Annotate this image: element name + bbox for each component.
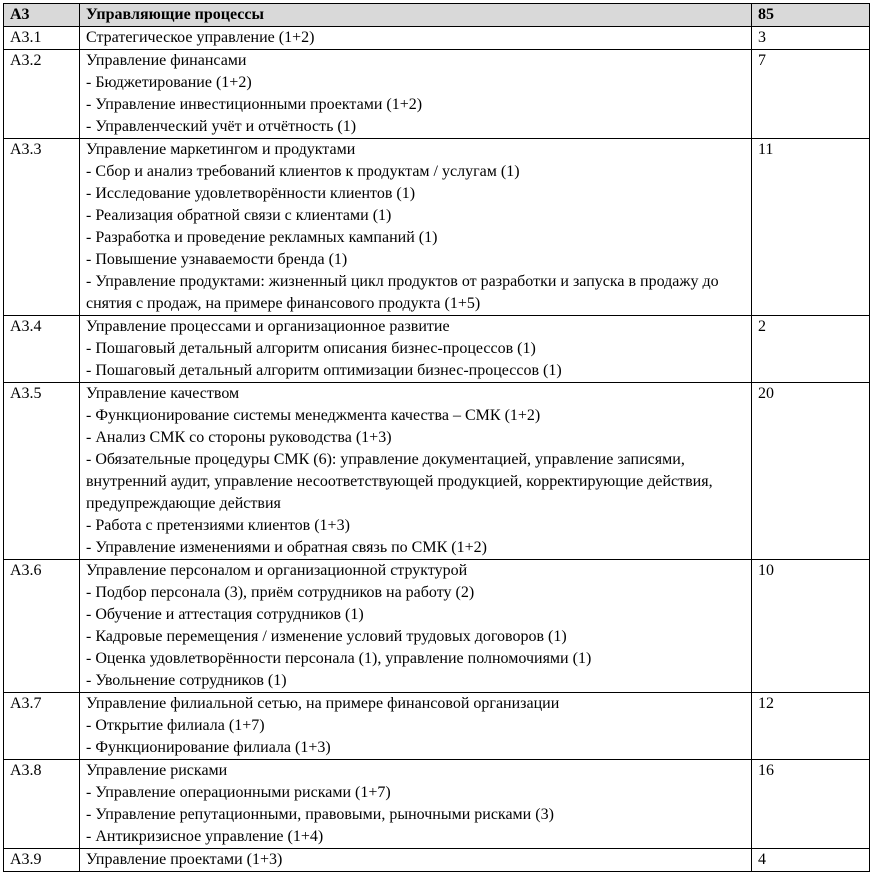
row-code: А3.2: [4, 50, 80, 139]
row-description: [80, 693, 752, 760]
process-table-body: [4, 4, 870, 872]
row-description: [80, 849, 752, 872]
process-subitem: - Управленческий учёт и отчётность (1): [86, 118, 357, 135]
row-code: А3.5: [4, 383, 80, 560]
header-count: 85: [752, 4, 870, 27]
process-title: Управление рисками: [86, 762, 228, 779]
row-code: А3.8: [4, 760, 80, 849]
row-description: [80, 139, 752, 316]
table-row: [4, 849, 870, 872]
process-subitem: - Кадровые перемещения / изменение условий трудовых договоров (1): [86, 628, 567, 645]
row-code: А3.7: [4, 693, 80, 760]
process-subitem: - Подбор персонала (3), приём сотрудников на работу (2): [86, 584, 475, 601]
row-description: [80, 383, 752, 560]
row-count: 7: [752, 50, 870, 139]
process-subitem: - Оценка удовлетворённости персонала (1), управление полномочиями (1): [86, 650, 592, 667]
row-count: 2: [752, 316, 870, 383]
process-subitem: - Увольнение сотрудников (1): [86, 672, 287, 689]
process-title: Управление маркетингом и продуктами: [86, 141, 356, 158]
process-subitem: - Разработка и проведение рекламных кампаний (1): [86, 229, 438, 246]
row-code: А3.9: [4, 849, 80, 872]
process-subitem: - Работа с претензиями клиентов (1+3): [86, 517, 350, 534]
table-row: [4, 139, 870, 316]
row-count: 16: [752, 760, 870, 849]
header-code: А3: [4, 4, 80, 27]
row-count: 10: [752, 560, 870, 693]
process-subitem: - Реализация обратной связи с клиентами (1): [86, 207, 392, 224]
row-count: 11: [752, 139, 870, 316]
header-title: Управляющие процессы: [80, 4, 752, 27]
process-subitem: - Управление операционными рисками (1+7): [86, 784, 391, 801]
process-title: Управление персоналом и организационной структурой: [86, 562, 468, 579]
process-title: Управление проектами (1+3): [86, 851, 283, 868]
process-title: Управление филиальной сетью, на примере финансовой организации: [86, 695, 560, 712]
row-count: 12: [752, 693, 870, 760]
process-subitem: - Обязательные процедуры СМК (6): управление документацией, управление записями, внутренний аудит, управление несоответствующей продукцией, корректирующие действия, предупреждающие действия: [86, 451, 713, 512]
process-subitem: - Анализ СМК со стороны руководства (1+3): [86, 429, 392, 446]
row-description: [80, 760, 752, 849]
row-count: 3: [752, 27, 870, 50]
table-row: [4, 50, 870, 139]
process-subitem: - Антикризисное управление (1+4): [86, 828, 324, 845]
process-subitem: - Обучение и аттестация сотрудников (1): [86, 606, 364, 623]
row-code: А3.4: [4, 316, 80, 383]
table-row: [4, 316, 870, 383]
row-description: [80, 316, 752, 383]
process-subitem: - Исследование удовлетворённости клиентов (1): [86, 185, 416, 202]
row-description: [80, 27, 752, 50]
row-description: [80, 560, 752, 693]
process-subitem: - Управление продуктами: жизненный цикл продуктов от разработки и запуска в продажу до снятия с продаж, на примере финансового продукта (1+5): [86, 273, 719, 312]
process-table: [3, 3, 870, 872]
process-subitem: - Повышение узнаваемости бренда (1): [86, 251, 348, 268]
row-code: А3.3: [4, 139, 80, 316]
process-title: Управление процессами и организационное развитие: [86, 318, 450, 335]
process-subitem: - Пошаговый детальный алгоритм оптимизации бизнес-процессов (1): [86, 362, 562, 379]
row-code: А3.6: [4, 560, 80, 693]
table-row: [4, 383, 870, 560]
process-subitem: - Пошаговый детальный алгоритм описания бизнес-процессов (1): [86, 340, 536, 357]
process-subitem: - Управление репутационными, правовыми, рыночными рисками (3): [86, 806, 554, 823]
table-row: [4, 27, 870, 50]
row-code: А3.1: [4, 27, 80, 50]
table-header-row: [4, 4, 870, 27]
row-description: [80, 50, 752, 139]
process-subitem: - Функционирование системы менеджмента качества – СМК (1+2): [86, 407, 541, 424]
process-subitem: - Открытие филиала (1+7): [86, 717, 265, 734]
row-count: 20: [752, 383, 870, 560]
process-subitem: - Управление изменениями и обратная связь по СМК (1+2): [86, 539, 487, 556]
process-subitem: - Управление инвестиционными проектами (1+2): [86, 96, 423, 113]
process-title: Управление качеством: [86, 385, 240, 402]
table-row: [4, 693, 870, 760]
process-subitem: - Сбор и анализ требований клиентов к продуктам / услугам (1): [86, 163, 520, 180]
table-row: [4, 760, 870, 849]
process-title: Стратегическое управление (1+2): [86, 29, 315, 46]
table-row: [4, 560, 870, 693]
process-subitem: - Бюджетирование (1+2): [86, 74, 252, 91]
process-title: Управление финансами: [86, 52, 247, 69]
process-subitem: - Функционирование филиала (1+3): [86, 739, 331, 756]
row-count: 4: [752, 849, 870, 872]
